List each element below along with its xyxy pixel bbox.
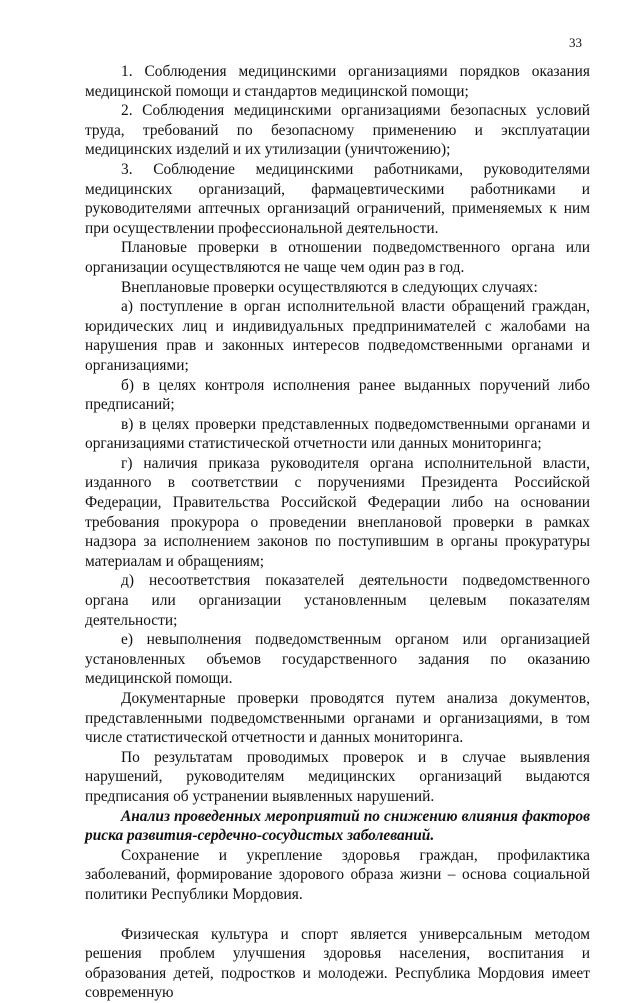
page-number: 33: [569, 35, 582, 50]
paragraph-planned-inspections: Плановые проверки в отношении подведомственного органа или организации осуществляются не чаще чем один раз в год.: [85, 239, 590, 276]
paragraph-unplanned-intro: Внеплановые проверки осуществляются в следующих случаях:: [121, 278, 538, 296]
list-item-g: г) наличия приказа руководителя органа исполнительной власти, изданного в соответствии с поручениями Президента Российской Федерации, Правительства Российской Федерации либо на основании требования прокурора о проведении внеплановой проверки в рамках надзора за исполнением законов по поступившим в органы прокуратуры материалам и обращениям;: [85, 454, 590, 570]
paragraph-documentary-inspections: Документарные проверки проводятся путем анализа документов, представленными подведомственными органами и организациями, в том числе статистической отчетности и данных мониторинга.: [85, 690, 590, 747]
paragraph-health-policy: Сохранение и укрепление здоровья граждан, профилактика заболеваний, формирование здорового образа жизни – основа социальной политики Республики Мордовия.: [85, 846, 590, 903]
list-item-d: д) несоответствия показателей деятельности подведомственного органа или организации установленным целевым показателям деятельности;: [85, 572, 590, 629]
paragraph-physical-culture: Физическая культура и спорт является универсальным методом решения проблем улучшения здоровья населения, воспитания и образования детей, подростков и молодежи. Республика Мордовия имеет современную: [85, 925, 590, 1002]
paragraph-inspection-results: По результатам проводимых проверок и в случае выявления нарушений, руководителям медицинских организаций выдаются предписания об устранении выявленных нарушений.: [85, 748, 590, 805]
paragraph-2: 2. Соблюдения медицинскими организациями безопасных условий труда, требований по безопасному применению и эксплуатации медицинских изделий и их утилизации (уничтожению);: [85, 102, 590, 159]
list-item-v: в) в целях проверки представленных подведомственными органами и организациями статистической отчетности или данных мониторинга;: [85, 415, 590, 453]
paragraph-3: 3. Соблюдение медицинскими работниками, руководителями медицинских организаций, фармацевтическими работниками и руководителями аптечных организаций ограничений, применяемых к ним при осуществлении профессиональной деятельности.: [85, 160, 590, 237]
paragraph-1: 1. Соблюдения медицинскими организациями порядков оказания медицинской помощи и стандартов медицинской помощи;: [85, 63, 590, 100]
section-heading: Анализ проведенных мероприятий по снижению влияния факторов риска развития-сердечно-сосудистых заболеваний.: [85, 807, 590, 845]
list-item-a: а) поступление в орган исполнительной власти обращений граждан, юридических лиц и индивидуальных предпринимателей с жалобами на нарушения прав и законных интересов подведомственными органами и организациями;: [85, 298, 590, 374]
list-item-e: е) невыполнения подведомственным органом или организацией установленных объемов государственного задания по оказанию медицинской помощи.: [85, 631, 590, 688]
list-item-b: б) в целях контроля исполнения ранее выданных поручений либо предписаний;: [85, 376, 590, 414]
body-text: [85, 62, 590, 1003]
